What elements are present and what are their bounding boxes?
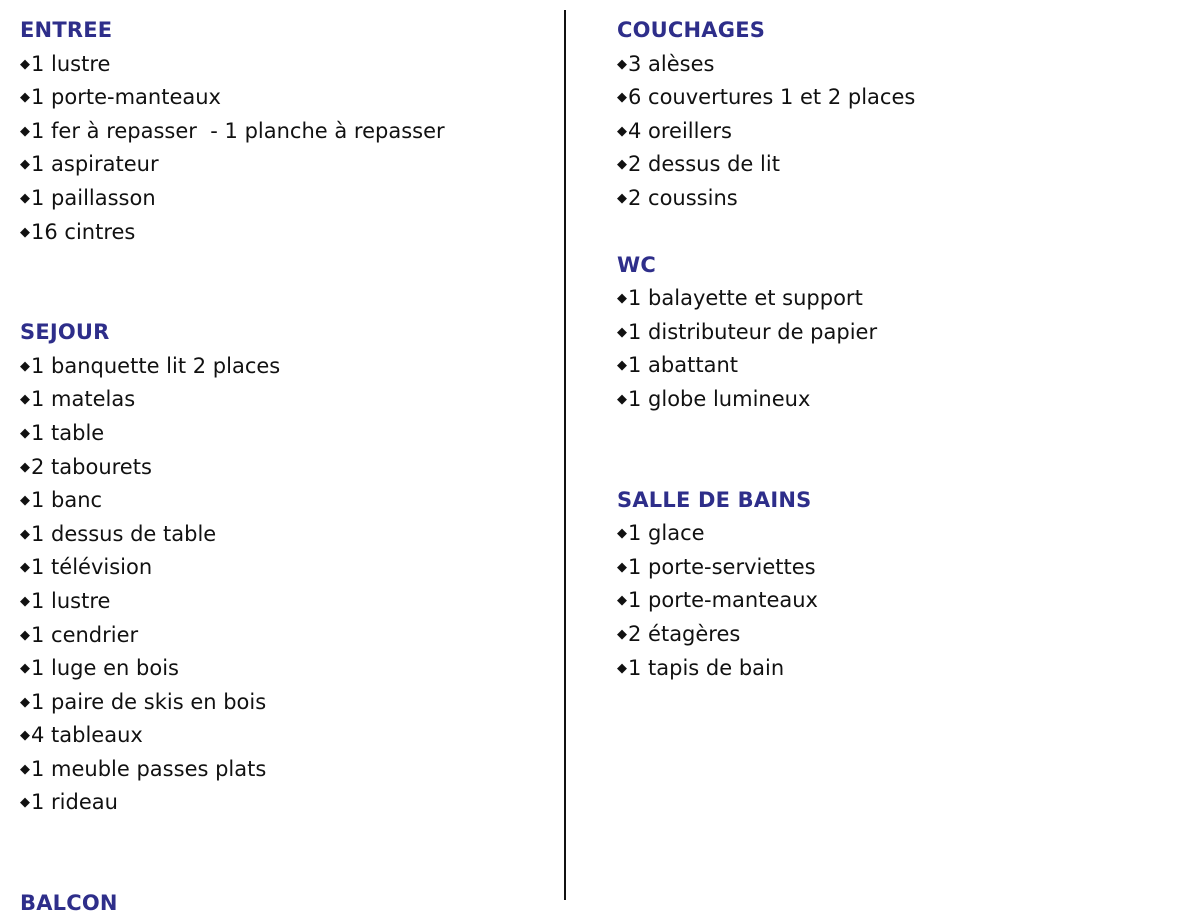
item-label: 1 table [31, 420, 105, 445]
list-item [20, 148, 560, 182]
diamond-bullet-icon: ◆ [20, 392, 30, 408]
item-label: 1 meuble passes plats [31, 756, 267, 781]
item-label: 1 cendrier [31, 622, 139, 647]
diamond-bullet-icon: ◆ [20, 728, 30, 744]
list-item [20, 451, 560, 485]
diamond-bullet-icon: ◆ [20, 526, 30, 542]
list-item [617, 517, 1177, 551]
list-item [20, 551, 560, 585]
list-item [20, 48, 560, 82]
diamond-bullet-icon: ◆ [20, 795, 30, 811]
list-item [20, 484, 560, 518]
diamond-bullet-icon: ◆ [20, 627, 30, 643]
list-item [20, 652, 560, 686]
list-item [20, 182, 560, 216]
list-item [617, 282, 1177, 316]
section-heading: COUCHAGES [617, 18, 766, 42]
item-label: 2 dessus de lit [628, 152, 780, 177]
diamond-bullet-icon: ◆ [20, 90, 30, 106]
item-label: 1 lustre [31, 51, 111, 76]
diamond-bullet-icon: ◆ [20, 358, 30, 374]
diamond-bullet-icon: ◆ [617, 626, 627, 642]
diamond-bullet-icon: ◆ [20, 157, 30, 173]
list-item [20, 216, 560, 250]
diamond-bullet-icon: ◆ [617, 190, 627, 206]
list-item [20, 585, 560, 619]
diamond-bullet-icon: ◆ [20, 56, 30, 72]
item-label: 1 matelas [31, 387, 136, 412]
item-label: 1 balayette et support [628, 286, 863, 311]
item-label: 2 coussins [628, 185, 738, 210]
list-item [20, 417, 560, 451]
item-label: 1 lustre [31, 588, 111, 613]
section-balcon [20, 887, 560, 921]
diamond-bullet-icon: ◆ [617, 526, 627, 542]
item-label: 1 dessus de table [31, 521, 217, 546]
item-label: 2 tabourets [31, 454, 152, 479]
list-item [20, 81, 560, 115]
item-label: 1 fer à repasser - 1 planche à repasser [31, 118, 445, 143]
list-item [617, 618, 1177, 652]
diamond-bullet-icon: ◆ [617, 90, 627, 106]
diamond-bullet-icon: ◆ [20, 190, 30, 206]
list-item [20, 719, 560, 753]
section-heading: SEJOUR [20, 320, 110, 345]
item-label: 1 porte-manteaux [628, 588, 818, 613]
diamond-bullet-icon: ◆ [617, 56, 627, 72]
column-divider [564, 10, 566, 900]
section-salle-de-bains [617, 484, 1177, 686]
section-heading: ENTREE [20, 18, 113, 42]
list-item [617, 584, 1177, 618]
diamond-bullet-icon: ◆ [20, 425, 30, 441]
list-item [20, 753, 560, 787]
item-label: 1 banquette lit 2 places [31, 353, 281, 378]
section-wc [617, 249, 1177, 417]
diamond-bullet-icon: ◆ [617, 291, 627, 307]
diamond-bullet-icon: ◆ [617, 358, 627, 374]
item-label: 1 abattant [628, 353, 738, 378]
section-heading: BALCON [20, 891, 118, 916]
list-item [20, 383, 560, 417]
list-item [617, 182, 1177, 216]
item-label: 1 aspirateur [31, 152, 159, 177]
list-item [617, 383, 1177, 417]
list-item [617, 652, 1177, 686]
diamond-bullet-icon: ◆ [617, 324, 627, 340]
list-item [617, 148, 1177, 182]
section-heading: WC [617, 252, 656, 277]
item-label: 1 porte-serviettes [628, 554, 816, 579]
section-couchages [617, 14, 1177, 216]
list-item [20, 115, 560, 149]
item-label: 1 tapis de bain [628, 655, 785, 680]
list-item [617, 115, 1177, 149]
list-item [617, 551, 1177, 585]
list-item [617, 48, 1177, 82]
diamond-bullet-icon: ◆ [20, 224, 30, 240]
diamond-bullet-icon: ◆ [617, 593, 627, 609]
item-label: 1 glace [628, 521, 705, 546]
item-label: 2 étagères [628, 621, 741, 646]
diamond-bullet-icon: ◆ [20, 761, 30, 777]
item-label: 1 paire de skis en bois [31, 689, 267, 714]
item-label: 1 luge en bois [31, 656, 179, 681]
item-label: 4 tableaux [31, 723, 143, 748]
list-item [20, 518, 560, 552]
item-label: 16 cintres [31, 219, 136, 244]
diamond-bullet-icon: ◆ [20, 661, 30, 677]
left-column [20, 14, 560, 921]
list-item [20, 350, 560, 384]
item-label: 1 distributeur de papier [628, 319, 878, 344]
item-label: 3 alèses [628, 51, 715, 76]
section-entree [20, 14, 560, 249]
diamond-bullet-icon: ◆ [20, 694, 30, 710]
diamond-bullet-icon: ◆ [617, 660, 627, 676]
diamond-bullet-icon: ◆ [617, 559, 627, 575]
list-item [617, 349, 1177, 383]
item-label: 1 télévision [31, 555, 153, 580]
list-item [617, 81, 1177, 115]
right-column [617, 14, 1177, 685]
diamond-bullet-icon: ◆ [20, 593, 30, 609]
diamond-bullet-icon: ◆ [20, 123, 30, 139]
list-item [20, 619, 560, 653]
item-label: 6 couvertures 1 et 2 places [628, 85, 916, 110]
item-label: 1 globe lumineux [628, 386, 811, 411]
diamond-bullet-icon: ◆ [617, 391, 627, 407]
item-label: 1 rideau [31, 790, 118, 815]
item-label: 1 porte-manteaux [31, 85, 221, 110]
diamond-bullet-icon: ◆ [617, 123, 627, 139]
item-label: 1 banc [31, 488, 103, 513]
item-label: 4 oreillers [628, 118, 732, 143]
section-heading: SALLE DE BAINS [617, 487, 812, 512]
diamond-bullet-icon: ◆ [20, 459, 30, 475]
diamond-bullet-icon: ◆ [617, 157, 627, 173]
diamond-bullet-icon: ◆ [20, 560, 30, 576]
section-sejour [20, 316, 560, 820]
item-label: 1 paillasson [31, 185, 156, 210]
list-item [20, 686, 560, 720]
list-item [20, 786, 560, 820]
list-item [617, 316, 1177, 350]
diamond-bullet-icon: ◆ [20, 493, 30, 509]
